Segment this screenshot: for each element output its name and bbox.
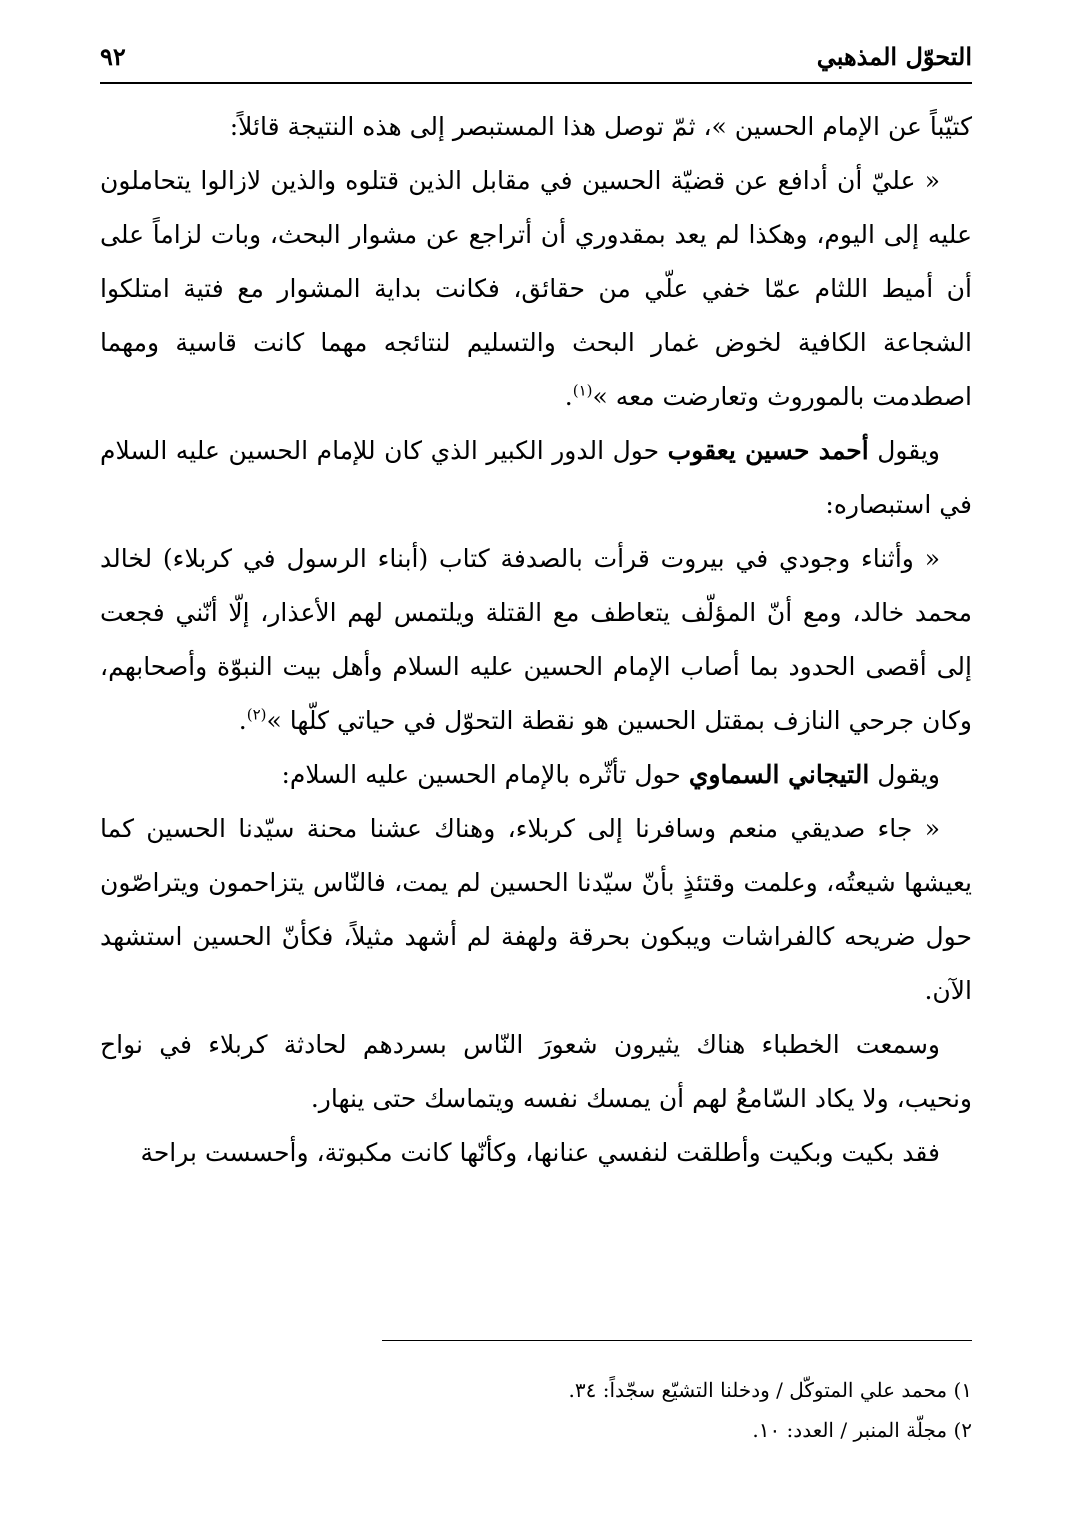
quote-paragraph-2: « وأثناء وجودي في بيروت قرأت بالصدفة كتاب (أبناء الرسول في كربلاء) لخالد محمد خالد، ومع أنّ المؤلّف يتعاطف مع القتلة ويلتمس لهم الأعذار، إلّا أنّني فجعت إلى أقصى الحدود بما أصاب الإمام الحسين عليه السلام وأهل بيت النبوّة وأصحابهم، وكان جرحي النازف بمقتل الحسين هو نقطة التحوّل في حياتي كلّها »$^{(٢)}$. — [100, 544, 972, 735]
body-text — [100, 100, 972, 1180]
footnote-reference-2: (٢) — [246, 705, 267, 724]
footnote-reference-1: (١) — [572, 381, 593, 400]
running-header — [100, 36, 972, 84]
quote-paragraph-1: « عليّ أن أدافع عن قضيّة الحسين في مقابل الذين قتلوه والذين لازالوا يتحاملون عليه إلى اليوم، وهكذا لم يعد بمقدوري أن أتراجع عن مشوار البحث، وبات لزاماً على أن أميط اللثام عمّا خفي علّي من حقائق، فكانت بداية المشوار مع فتية امتلكوا الشجاعة الكافية لخوض غمار البحث والتسليم لنتائجه مهما كانت قاسية ومهما اصطدمت بالموروث وتعارضت معه »$^{(١)}$. — [100, 166, 972, 411]
footnote-2: ٢) مجلّة المنبر / العدد: ١٠. — [752, 1418, 972, 1442]
quote-paragraph-5: فقد بكيت وبكيت وأطلقت لنفسي عنانها، وكأنّها كانت مكبوتة، وأحسست براحة — [140, 1138, 940, 1167]
footnote-rule — [382, 1340, 972, 1341]
person-name-ahmad-husayn-yaqub: أحمد حسين يعقوب — [667, 436, 869, 465]
running-title: التحوّل المذهبي — [816, 42, 972, 71]
person-name-tijani-samawi: التيجاني السماوي — [688, 760, 870, 789]
footnote-1: ١) محمد علي المتوكّل / ودخلنا التشيّع سجّداً: ٣٤. — [568, 1378, 972, 1402]
footnotes — [100, 1370, 972, 1450]
page-number: ٩٢ — [100, 42, 126, 71]
quote-paragraph-3: « جاء صديقي منعم وسافرنا إلى كربلاء، وهناك عشنا محنة سيّدنا الحسين كما يعيشها شيعتُه، وعلمت وقتئذٍ بأنّ سيّدنا الحسين لم يمت، فالنّاس يتزاحمون ويتراصّون حول ضريحه كالفراشات ويبكون بحرقة ولهفة لم أشهد مثيلاً، فكأنّ الحسين استشهد الآن. — [100, 814, 972, 1005]
paragraph-3: ويقول التيجاني السماوي حول تأثّره بالإمام الحسين عليه السلام: — [281, 760, 940, 789]
header-rule — [100, 82, 972, 84]
paragraph-2: ويقول أحمد حسين يعقوب حول الدور الكبير الذي كان للإمام الحسين عليه السلام في استبصاره: — [100, 436, 972, 519]
quote-paragraph-4: وسمعت الخطباء هناك يثيرون شعورَ النّاس بسردهم لحادثة كربلاء في نواح ونحيب، ولا يكاد السّامعُ لهم أن يمسك نفسه ويتماسك حتى ينهار. — [100, 1030, 972, 1113]
paragraph-1: كتيّباً عن الإمام الحسين »، ثمّ توصل هذا المستبصر إلى هذه النتيجة قائلاً: — [229, 112, 972, 141]
